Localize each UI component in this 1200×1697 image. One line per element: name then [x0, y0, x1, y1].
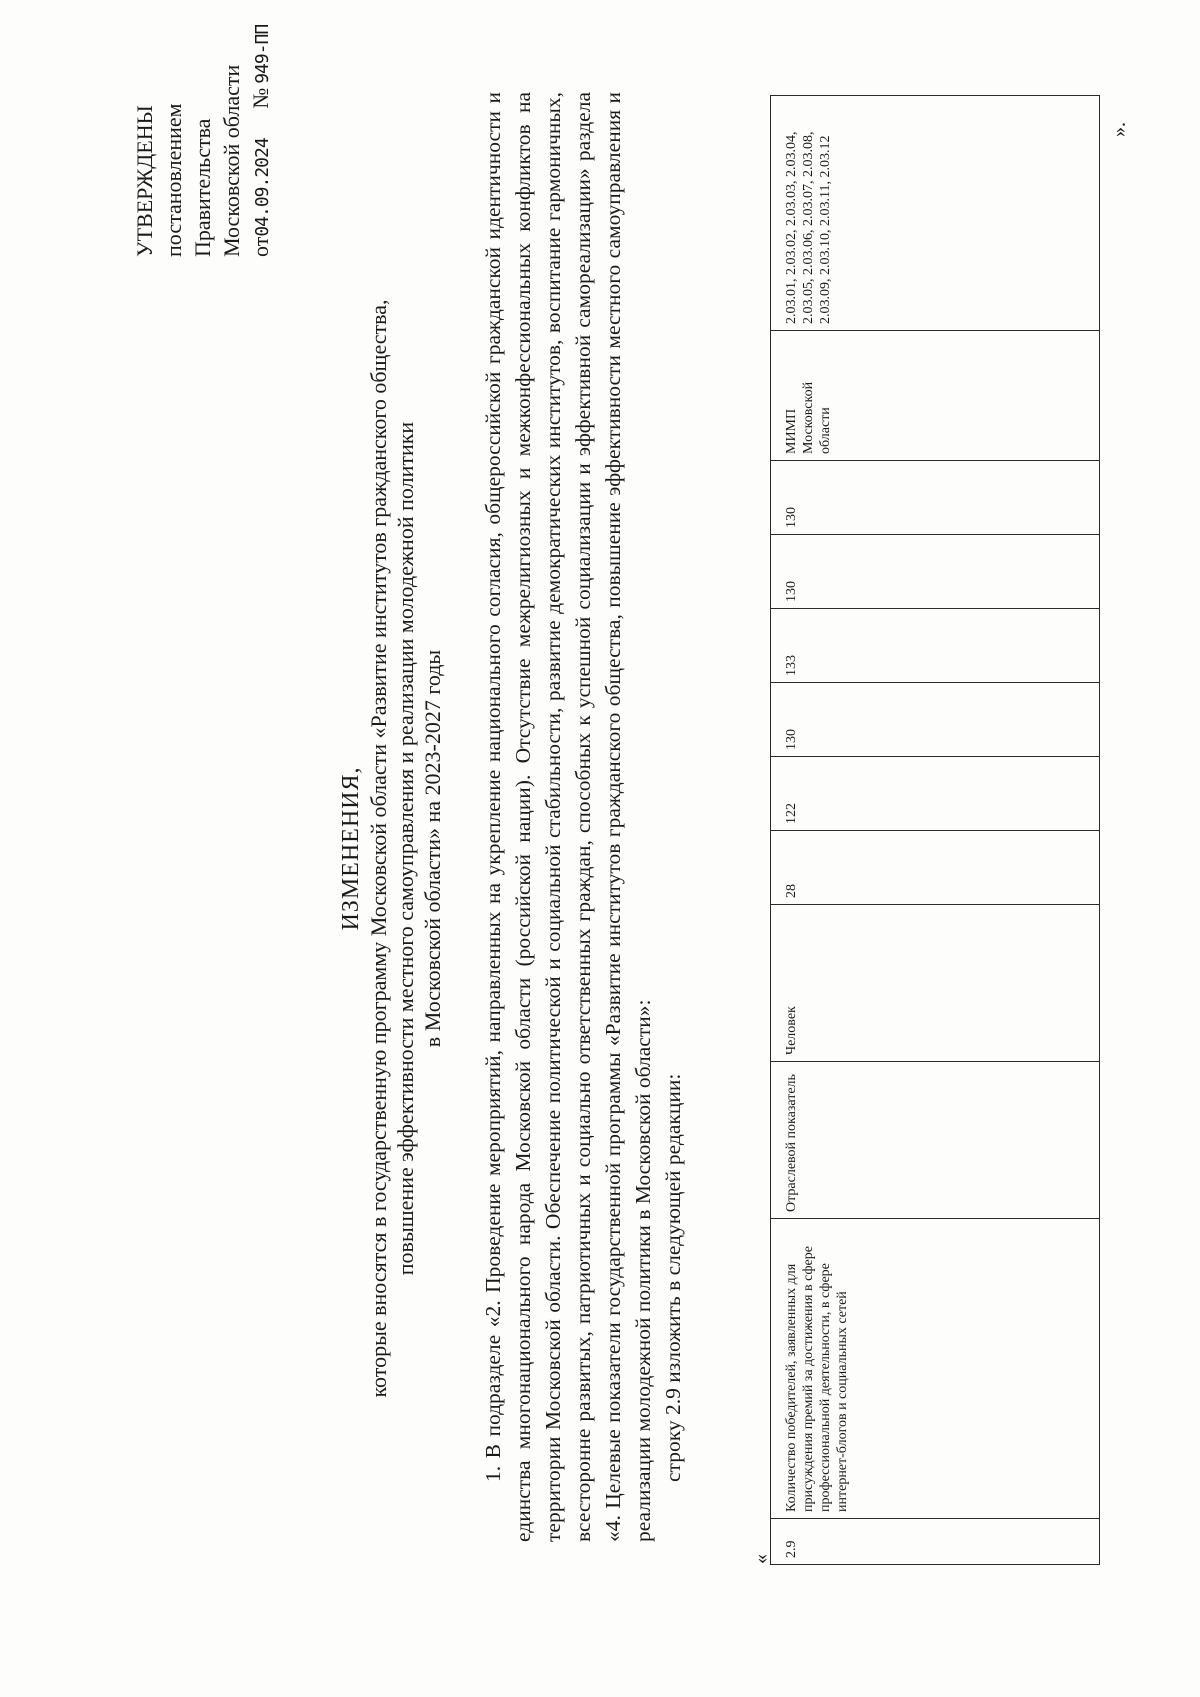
value-cell: 130 — [771, 461, 1100, 535]
approval-number: 949-ПП — [252, 24, 273, 84]
amendment-paragraph — [478, 92, 688, 1542]
title-line-2: повышение эффективности местного самоуправления и реализации молодежной политики — [393, 421, 418, 1276]
approval-word: УТВЕРЖДЕНЫ — [132, 105, 157, 257]
indicator-type: Отраслевой показатель — [771, 1062, 1100, 1219]
value-cell: 133 — [771, 609, 1100, 683]
closing-quote: ». — [1108, 122, 1130, 137]
value-cell: 28 — [771, 831, 1100, 905]
number-sign: № — [248, 87, 273, 109]
title-heading: ИЗМЕНЕНИЯ, — [338, 766, 364, 931]
approval-stamp — [130, 0, 277, 257]
responsible-body: МИМП Московской области — [771, 331, 1100, 461]
related-activities: 2.03.01, 2.03.02, 2.03.03, 2.03.04, 2.03.05, 2.03.06, 2.03.07, 2.03.08, 2.03.09, 2.03.10, 2.03.11, 2.03.12 — [771, 96, 1100, 331]
document-title — [338, 0, 446, 1697]
approval-date: 04.09.2024 — [252, 138, 273, 237]
indicator-name: Количество победителей, заявленных для присуждения премий за достижения в сфере профессиональной деятельности, в сфере интернет-блогов и социальных сетей — [771, 1219, 1100, 1519]
paragraph-main: 1. В подразделе «2. Проведение мероприятий, направленных на укрепление национального согласия, общероссийской гражданской идентичности и единства многонационального народа Московской области (российской нации). Отсутствие межрелигиозных и межконфессиональных конфликтов на территории Московской области. Обеспечение политической и социальной стабильности, развитие демократических институтов, воспитание гармоничных, всесторонне развитых, патриотичных и социально ответственных граждан, способных к успешной социализации и эффективной самореализации» раздела «4. Целевые показатели государственной программы «Развитие институтов гражданского общества, повышение эффективности местного самоуправления и реализации молодежной политики в Московской области»: — [481, 92, 655, 1542]
indicator-table — [770, 95, 1100, 1565]
unit-of-measure: Человек — [771, 905, 1100, 1062]
value-cell: 130 — [771, 535, 1100, 609]
value-cell: 122 — [771, 757, 1100, 831]
opening-quote: « — [750, 1554, 772, 1564]
paragraph-last-line: строку 2.9 изложить в следующей редакции: — [661, 1073, 685, 1482]
table-row — [771, 96, 1100, 1565]
title-line-3: в Московской области» на 2023-2027 годы — [420, 649, 445, 1048]
value-cell: 130 — [771, 683, 1100, 757]
row-number: 2.9 — [771, 1519, 1100, 1565]
approval-date-line — [246, 0, 277, 257]
approval-line-2: Московской области — [219, 64, 244, 257]
date-prefix: от — [248, 236, 273, 257]
approval-line-1: постановлением Правительства — [161, 103, 215, 257]
title-line-1: которые вносятся в государственную программу Московской области «Развитие институтов гражданского общества, — [366, 299, 391, 1398]
